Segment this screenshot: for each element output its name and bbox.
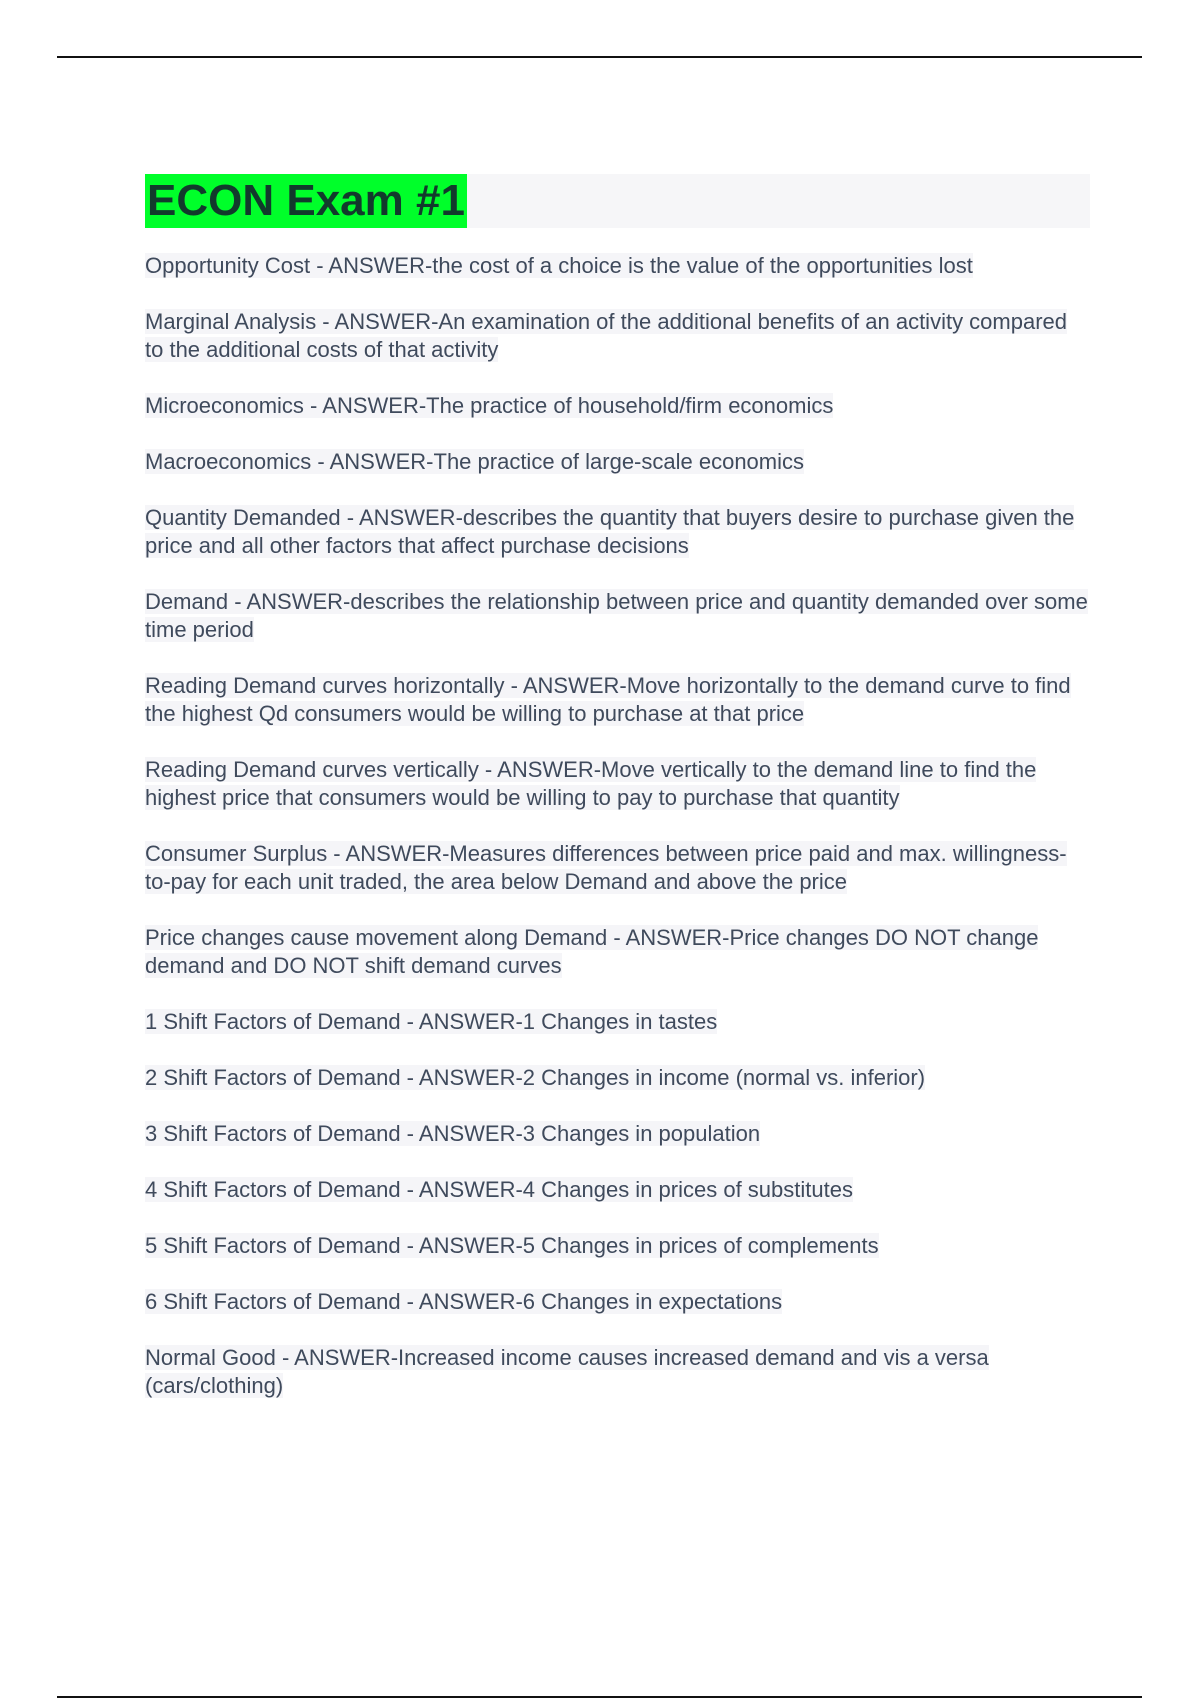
entry-shift-factor-2	[145, 1064, 1090, 1092]
entry-microeconomics	[145, 392, 1090, 420]
entry-text: Consumer Surplus - ANSWER-Measures differences between price paid and max. willingness-to-pay for each unit traded, the area below Demand and above the price	[145, 841, 1067, 894]
entry-text: 3 Shift Factors of Demand - ANSWER-3 Changes in population	[145, 1121, 761, 1146]
entry-text: 6 Shift Factors of Demand - ANSWER-6 Changes in expectations	[145, 1289, 783, 1314]
entry-text: Normal Good - ANSWER-Increased income causes increased demand and vis a versa (cars/clothing)	[145, 1345, 989, 1398]
entry-text: Reading Demand curves vertically - ANSWER-Move vertically to the demand line to find the highest price that consumers would be willing to pay to purchase that quantity	[145, 757, 1037, 810]
entry-text: Microeconomics - ANSWER-The practice of household/firm economics	[145, 393, 834, 418]
entry-text: Quantity Demanded - ANSWER-describes the quantity that buyers desire to purchase given the price and all other factors that affect purchase decisions	[145, 505, 1075, 558]
entry-shift-factor-6	[145, 1288, 1090, 1316]
entry-demand	[145, 588, 1090, 644]
entry-shift-factor-4	[145, 1176, 1090, 1204]
entry-list	[145, 252, 1090, 1428]
top-rule	[57, 56, 1142, 58]
entry-reading-vertically	[145, 756, 1090, 812]
bottom-rule	[57, 1696, 1142, 1698]
entry-consumer-surplus	[145, 840, 1090, 896]
entry-reading-horizontally	[145, 672, 1090, 728]
entry-marginal-analysis	[145, 308, 1090, 364]
entry-text: Opportunity Cost - ANSWER-the cost of a choice is the value of the opportunities lost	[145, 253, 973, 278]
entry-text: Demand - ANSWER-describes the relationship between price and quantity demanded over some time period	[145, 589, 1088, 642]
entry-text: 2 Shift Factors of Demand - ANSWER-2 Changes in income (normal vs. inferior)	[145, 1065, 926, 1090]
entry-shift-factor-3	[145, 1120, 1090, 1148]
entry-text: 1 Shift Factors of Demand - ANSWER-1 Changes in tastes	[145, 1009, 718, 1034]
entry-quantity-demanded	[145, 504, 1090, 560]
entry-price-changes	[145, 924, 1090, 980]
entry-macroeconomics	[145, 448, 1090, 476]
title-row	[145, 174, 1090, 228]
entry-shift-factor-5	[145, 1232, 1090, 1260]
entry-text: Marginal Analysis - ANSWER-An examination of the additional benefits of an activity compared to the additional costs of that activity	[145, 309, 1068, 362]
entry-text: 5 Shift Factors of Demand - ANSWER-5 Changes in prices of complements	[145, 1233, 879, 1258]
entry-text: Price changes cause movement along Demand - ANSWER-Price changes DO NOT change demand and DO NOT shift demand curves	[145, 925, 1039, 978]
entry-opportunity-cost	[145, 252, 1090, 280]
entry-normal-good	[145, 1344, 1090, 1400]
entry-text: Macroeconomics - ANSWER-The practice of large-scale economics	[145, 449, 805, 474]
entry-text: 4 Shift Factors of Demand - ANSWER-4 Changes in prices of substitutes	[145, 1177, 853, 1202]
page-title: ECON Exam #1	[145, 174, 467, 228]
entry-shift-factor-1	[145, 1008, 1090, 1036]
entry-text: Reading Demand curves horizontally - ANSWER-Move horizontally to the demand curve to find the highest Qd consumers would be willing to purchase at that price	[145, 673, 1071, 726]
